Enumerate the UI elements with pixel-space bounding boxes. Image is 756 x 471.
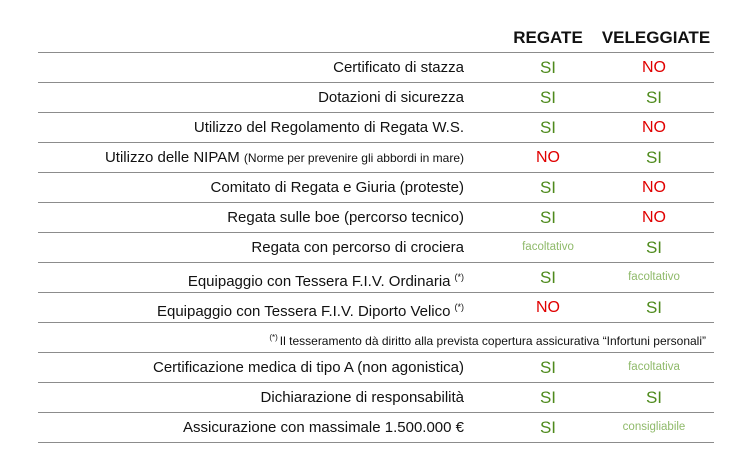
veleggiate-value: SI [645,238,663,257]
row-label: Regata con percorso di crociera [251,239,464,256]
row-label [188,263,464,296]
footnote-row [38,323,714,353]
footnote [269,323,706,356]
regate-value: NO [536,299,560,316]
veleggiate-value: SI [645,88,663,107]
row-label-main: Utilizzo delle NIPAM [104,149,240,166]
table-row [38,383,714,413]
header-veleggiate: VELEGGIATE [601,28,711,47]
row-label: Certificazione medica di tipo A (non agonistica) [152,359,464,376]
regate-value: SI [539,88,557,107]
table-row [38,263,714,293]
regate-value: SI [539,118,557,137]
veleggiate-value: facoltativo [628,271,680,283]
table-row [38,233,714,263]
regate-value: SI [539,418,557,437]
veleggiate-value: SI [645,298,663,317]
regate-value: SI [539,358,557,377]
regate-value: SI [539,268,557,287]
table-row [38,413,714,443]
regate-value: SI [539,178,557,197]
veleggiate-value: consigliabile [622,421,686,433]
veleggiate-value: SI [645,148,663,167]
row-label: Utilizzo del Regolamento di Regata W.S. [193,119,464,136]
footnote-mark: (*) [454,272,464,282]
table-row [38,293,714,323]
comparison-table [38,52,714,443]
veleggiate-value: NO [642,119,666,136]
table-row [38,143,714,173]
row-label [157,293,464,326]
veleggiate-value: NO [642,59,666,76]
row-label: Certificato di stazza [333,59,464,76]
veleggiate-value: NO [642,209,666,226]
row-label-main: Equipaggio con Tessera F.I.V. Diporto Velico [156,303,451,320]
table-row [38,52,714,83]
table-row [38,353,714,383]
header-regate: REGATE [513,28,583,47]
footnote-mark: (*) [454,302,464,312]
row-label [105,143,464,173]
row-label: Comitato di Regata e Giuria (proteste) [210,179,464,196]
table-row [38,173,714,203]
row-label: Assicurazione con massimale 1.500.000 € [183,419,464,436]
table-row [38,203,714,233]
table-row [38,113,714,143]
row-label: Regata sulle boe (percorso tecnico) [227,209,464,226]
regate-value: NO [536,149,560,166]
table-row [38,83,714,113]
veleggiate-value: facoltativa [628,361,680,373]
veleggiate-value: SI [645,388,663,407]
regate-value: SI [539,208,557,227]
table-header [0,28,756,52]
row-label: Dotazioni di sicurezza [318,89,464,106]
row-label: Dichiarazione di responsabilità [260,389,464,406]
row-label-main: Equipaggio con Tessera F.I.V. Ordinaria [187,273,451,290]
regate-value: SI [539,58,557,77]
regate-value: SI [539,388,557,407]
row-label-note: (Norme per prevenire gli abbordi in mare) [243,151,464,165]
footnote-text: Il tesseramento dà diritto alla prevista copertura assicurativa “Infortuni personali” [279,334,706,348]
footnote-mark: (*) [269,333,278,342]
regate-value: facoltativo [522,241,574,253]
veleggiate-value: NO [642,179,666,196]
